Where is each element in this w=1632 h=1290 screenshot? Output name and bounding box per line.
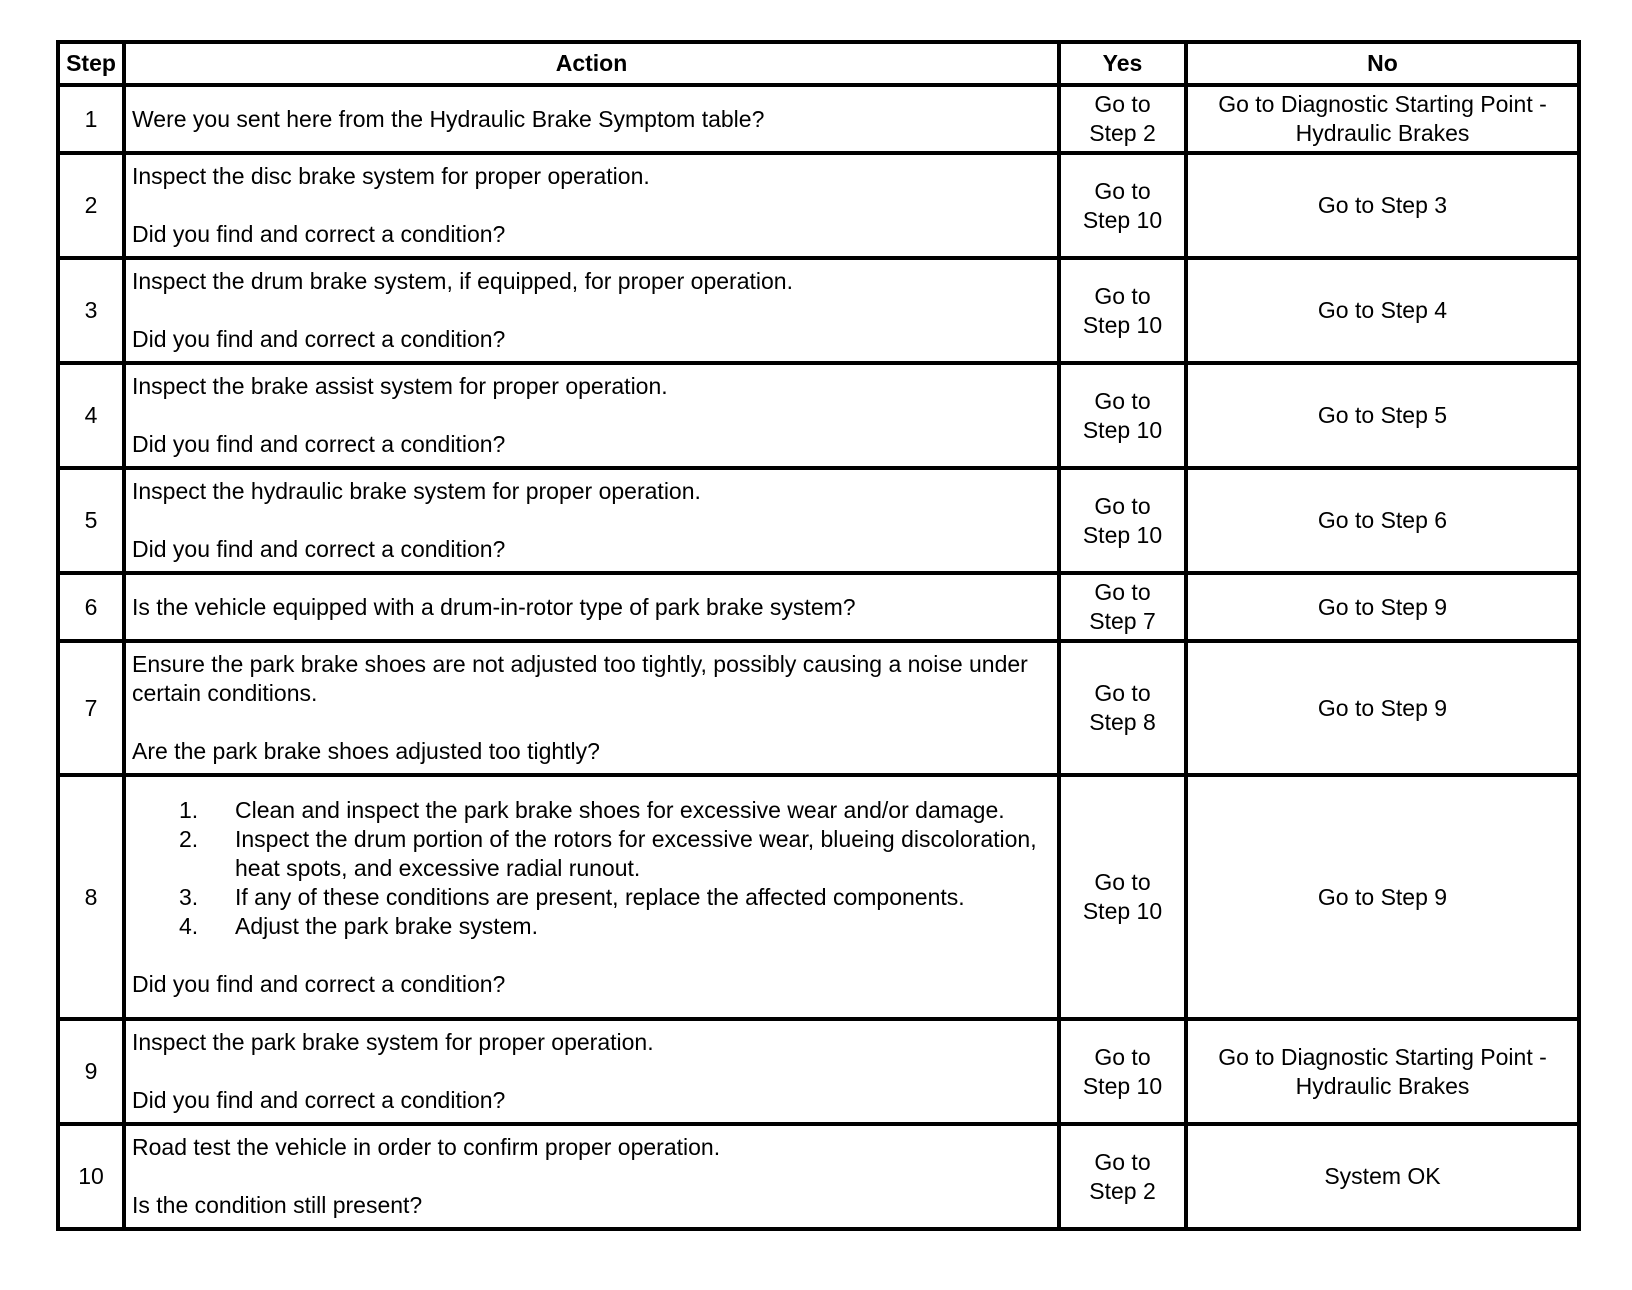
action-cell <box>124 641 1059 775</box>
table-row <box>58 258 1579 363</box>
header-row <box>58 42 1579 85</box>
yes-text: Step 8 <box>1089 709 1156 735</box>
table-row <box>58 1124 1579 1229</box>
action-text: Road test the vehicle in order to confirm proper operation. <box>132 1134 721 1160</box>
step-number: 9 <box>58 1019 124 1124</box>
yes-text: Go to <box>1094 869 1151 895</box>
step-number: 8 <box>58 775 124 1019</box>
yes-text: Step 7 <box>1089 608 1156 634</box>
header-yes: Yes <box>1059 42 1186 85</box>
action-question: Did you find and correct a condition? <box>132 431 506 457</box>
yes-text: Step 10 <box>1082 206 1163 233</box>
table-row <box>58 1019 1579 1124</box>
no-text: System OK <box>1324 1163 1441 1189</box>
table-row <box>58 363 1579 468</box>
step-number: 1 <box>58 85 124 153</box>
no-cell <box>1186 641 1579 775</box>
step-number: 10 <box>58 1124 124 1229</box>
action-cell <box>124 573 1059 641</box>
yes-text: Step 10 <box>1082 898 1163 924</box>
list-item <box>179 912 1051 941</box>
list-item <box>179 796 1051 825</box>
no-cell <box>1186 258 1579 363</box>
list-item-text: Adjust the park brake system. <box>235 912 538 939</box>
no-text: Go to Step 9 <box>1317 593 1448 620</box>
yes-text: Step 10 <box>1082 416 1163 443</box>
list-item <box>179 825 1051 883</box>
action-question: Did you find and correct a condition? <box>132 326 506 352</box>
yes-text: Step 2 <box>1089 1177 1156 1204</box>
table-row <box>58 153 1579 258</box>
step-number: 4 <box>58 363 124 468</box>
yes-cell <box>1059 775 1186 1019</box>
list-item-number: 4. <box>179 912 199 939</box>
yes-text: Go to <box>1094 1043 1151 1070</box>
action-text: Ensure the park brake shoes are not adjusted too tightly, possibly causing a noise under certain conditions. <box>132 651 1028 706</box>
yes-text: Step 2 <box>1089 120 1156 146</box>
no-text: Go to Diagnostic Starting Point - <box>1218 1043 1547 1070</box>
yes-text: Go to <box>1094 579 1151 605</box>
action-question: Did you find and correct a condition? <box>132 970 506 997</box>
action-text: Is the vehicle equipped with a drum-in-rotor type of park brake system? <box>132 593 856 620</box>
action-text: Were you sent here from the Hydraulic Brake Symptom table? <box>132 105 765 132</box>
action-question: Did you find and correct a condition? <box>132 536 506 562</box>
step-number: 2 <box>58 153 124 258</box>
diagnostic-table <box>56 40 1581 1231</box>
no-text: Go to Step 6 <box>1317 507 1448 533</box>
yes-cell <box>1059 363 1186 468</box>
yes-text: Step 10 <box>1082 1072 1163 1099</box>
yes-cell <box>1059 258 1186 363</box>
yes-cell <box>1059 641 1186 775</box>
yes-cell <box>1059 1019 1186 1124</box>
no-text: Go to Step 3 <box>1317 192 1448 218</box>
no-text: Go to Step 9 <box>1317 694 1448 721</box>
action-text: Inspect the drum brake system, if equipped, for proper operation. <box>132 268 793 294</box>
yes-text: Go to <box>1094 387 1151 414</box>
no-text: Go to Step 4 <box>1317 297 1448 323</box>
action-text: Inspect the brake assist system for proper operation. <box>132 373 668 399</box>
yes-text: Go to <box>1094 680 1151 706</box>
no-cell <box>1186 363 1579 468</box>
action-cell <box>124 153 1059 258</box>
yes-text: Step 10 <box>1082 311 1163 338</box>
action-cell <box>124 775 1059 1019</box>
step-number: 5 <box>58 468 124 573</box>
no-text: Go to Step 5 <box>1317 402 1448 428</box>
step-number: 7 <box>58 641 124 775</box>
action-cell <box>124 468 1059 573</box>
yes-text: Go to <box>1094 282 1151 309</box>
header-no: No <box>1186 42 1579 85</box>
action-cell <box>124 1124 1059 1229</box>
table-row <box>58 775 1579 1019</box>
list-item-number: 3. <box>179 883 199 910</box>
action-question: Are the park brake shoes adjusted too tightly? <box>132 738 600 764</box>
yes-text: Go to <box>1094 91 1151 117</box>
step-number: 6 <box>58 573 124 641</box>
yes-cell <box>1059 468 1186 573</box>
yes-cell <box>1059 153 1186 258</box>
no-cell <box>1186 153 1579 258</box>
procedure-list <box>132 796 1051 941</box>
action-text: Inspect the disc brake system for proper operation. <box>132 163 650 189</box>
yes-cell <box>1059 1124 1186 1229</box>
no-cell <box>1186 1124 1579 1229</box>
table-row <box>58 85 1579 153</box>
yes-text: Go to <box>1094 1148 1151 1175</box>
action-question: Did you find and correct a condition? <box>132 221 506 247</box>
no-cell <box>1186 775 1579 1019</box>
no-cell <box>1186 468 1579 573</box>
list-item-number: 1. <box>179 796 199 823</box>
yes-text: Step 10 <box>1082 521 1163 548</box>
no-cell <box>1186 1019 1579 1124</box>
yes-text: Go to <box>1094 177 1151 204</box>
list-item-number: 2. <box>179 825 199 852</box>
action-cell <box>124 363 1059 468</box>
list-item-text: Inspect the drum portion of the rotors for excessive wear, blueing discoloration, heat spots, and excessive radial runout. <box>235 825 1037 881</box>
no-text: Hydraulic Brakes <box>1295 120 1470 146</box>
header-action: Action <box>124 42 1059 85</box>
yes-cell <box>1059 573 1186 641</box>
no-text: Go to Diagnostic Starting Point - <box>1218 91 1547 117</box>
action-cell <box>124 1019 1059 1124</box>
no-text: Go to Step 9 <box>1317 883 1448 910</box>
header-step: Step <box>58 42 124 85</box>
yes-cell <box>1059 85 1186 153</box>
action-question: Did you find and correct a condition? <box>132 1087 506 1113</box>
no-cell <box>1186 85 1579 153</box>
table-row <box>58 641 1579 775</box>
table-row <box>58 573 1579 641</box>
list-item-text: If any of these conditions are present, replace the affected components. <box>235 883 965 910</box>
list-item-text: Clean and inspect the park brake shoes for excessive wear and/or damage. <box>235 796 1005 823</box>
table-row <box>58 468 1579 573</box>
no-cell <box>1186 573 1579 641</box>
action-question: Is the condition still present? <box>132 1192 423 1218</box>
action-text: Inspect the park brake system for proper operation. <box>132 1029 654 1055</box>
yes-text: Go to <box>1094 492 1151 519</box>
action-text: Inspect the hydraulic brake system for proper operation. <box>132 478 701 504</box>
action-cell <box>124 85 1059 153</box>
list-item <box>179 883 1051 912</box>
no-text: Hydraulic Brakes <box>1295 1072 1470 1099</box>
step-number: 3 <box>58 258 124 363</box>
action-cell <box>124 258 1059 363</box>
